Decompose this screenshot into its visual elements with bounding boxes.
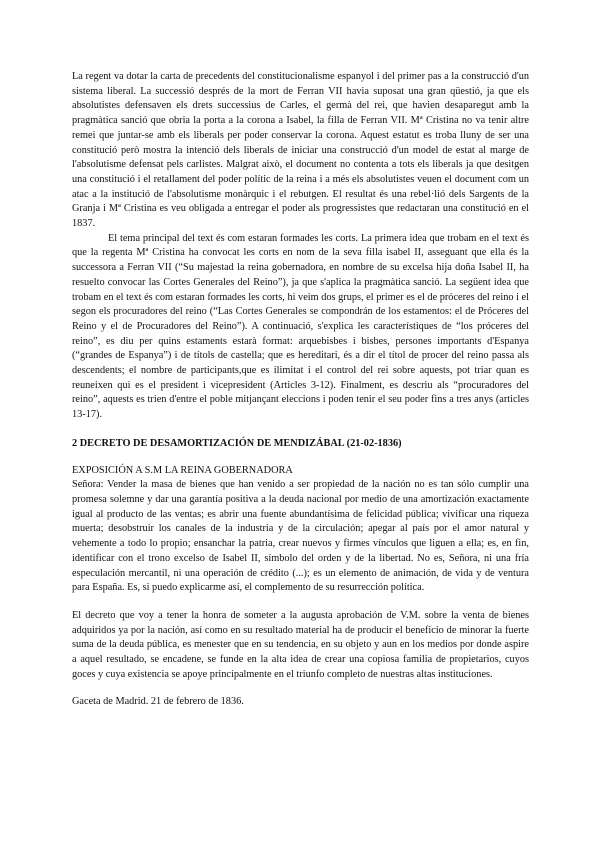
source-citation: Gaceta de Madrid. 21 de febrero de 1836.: [72, 696, 244, 708]
paragraph-cortes-analysis: El tema principal del text és com estaran formades les corts. La primera idea que trobam en el text és que la regenta Mª Cristina ha convocat les corts en nom de la seva filla isabel II, asseguant que ella és la successora a Ferran VII (“Su majestad la reina gobernadora, en nombre de su excelsa hija doña Isabel II, ha resuelto convocar las Cortes Generales del Reino”), ja que s'aplica la pragmàtica sanció. La següent idea que trobam en el text és com estaran formades les corts, hi veim dos grups, el primer es el de próceres del reino i el segon els procuradores del reino (“Las Cortes Generales se compondrán de los estamentos: el de Próceres del Reino y el de Procuradores del Reino”). A continuació, s'explica les característiques de “los próceres del reino”, es diu per quins estaments estarà format: arquebisbes i bisbes, persones importants d'Espanya (“grandes de Espanya”) i de títols de castella; que es hereditari, és a dir el títol de procer del reino passa als descendents; el nombre de participants,que es ilimitat i el control del rei sobre aquests, pot triar quan es reuneixen qui es el president i vicepresident (Articles 3-12). Finalment, es descriu als “procuradores del reino”, aquests es trien d'entre el poble mitjançant eleccions i poden tenir el seu poder fins a tres anys (articles 13-17).: [72, 232, 529, 421]
subheading-exposition: EXPOSICIÓN A S.M LA REINA GOBERNADORA: [72, 464, 293, 476]
paragraph-decree-quote: El decreto que voy a tener la honra de someter a la augusta aprobación de V.M. sobre la venta de bienes adquiridos ya por la nación, así como en su resultado material ha de producir el beneficio de minorar la fuerte suma de la deuda pública, es menester que en su tendencia, en su objeto y aun en los medios por donde aspire a aquel resultado, se encadene, se funde en la alta idea de crear una copiosa familia de propietarios, cuyos goces y cuya existencia se apoye principalmente en el triunfo completo de nuestras altas instituciones.: [72, 609, 529, 680]
paragraph-regent-statute: La regent va dotar la carta de precedents del constitucionalisme espanyol i del primer pas a la construcció d'un sistema liberal. La successió després de la mort de Ferran VII havia suposat una gran qüestió, ja que els absolutistes defensaven els drets successius de Carles, el germà del rei, que havien desaparegut amb la pragmàtica sanció que obria la porta a la corona a Isabel, la filla de Ferran VII. Mª Cristina no va tenir altre remei que juntar-se amb els liberals per poder conservar la corona. Aquest estatut es troba lluny de ser una constitució però mostra la intenció dels liberals de iniciar una construcció d'un model de estat al marge de l'absolutisme defensat pels carlistes. Malgrat això, el document no contenta a tots els liberals ja que desitgen una constitució i el retallament del poder polític de la reina i a més els absolutistes veuen el document com un atac a la institució de l'absolutisme monàrquic i el rebutgen. El resultat és una rebel·lió dels Sargents de la Granja i Mª Cristina es veu obligada a entregar el poder als progressistes que redactaran una constitució en el 1837.: [72, 71, 529, 230]
paragraph-exposition-quote: Señora: Vender la masa de bienes que han venido a ser propiedad de la nación no es tan sólo cumplir una promesa solemne y dar una garantía positiva a la deuda nacional por medio de una amortización exactamente igual al producto de las ventas; es abrir una fuente abundantísima de felicidad pública; vivificar una riqueza muerta; desobstruir los canales de la industria y de la circulación; apegar al país por el amor natural y vehemente a todo lo propio; ensanchar la patria, crear nuevos y firmes vínculos que liguen a ella; es, en fin, identificar con el trono excelso de Isabel II, símbolo del orden y de la libertad. No es, Señora, ni una fría especulación mercantil, ni una operación de crédito (...); es un elemento de animación, de vida y de ventura para España. Es, si puedo explicarme así, el complemento de su resurrección política.: [72, 479, 529, 594]
section-heading-decree: 2 DECRETO DE DESAMORTIZACIÓN DE MENDIZÁBAL (21-02-1836): [72, 437, 402, 449]
